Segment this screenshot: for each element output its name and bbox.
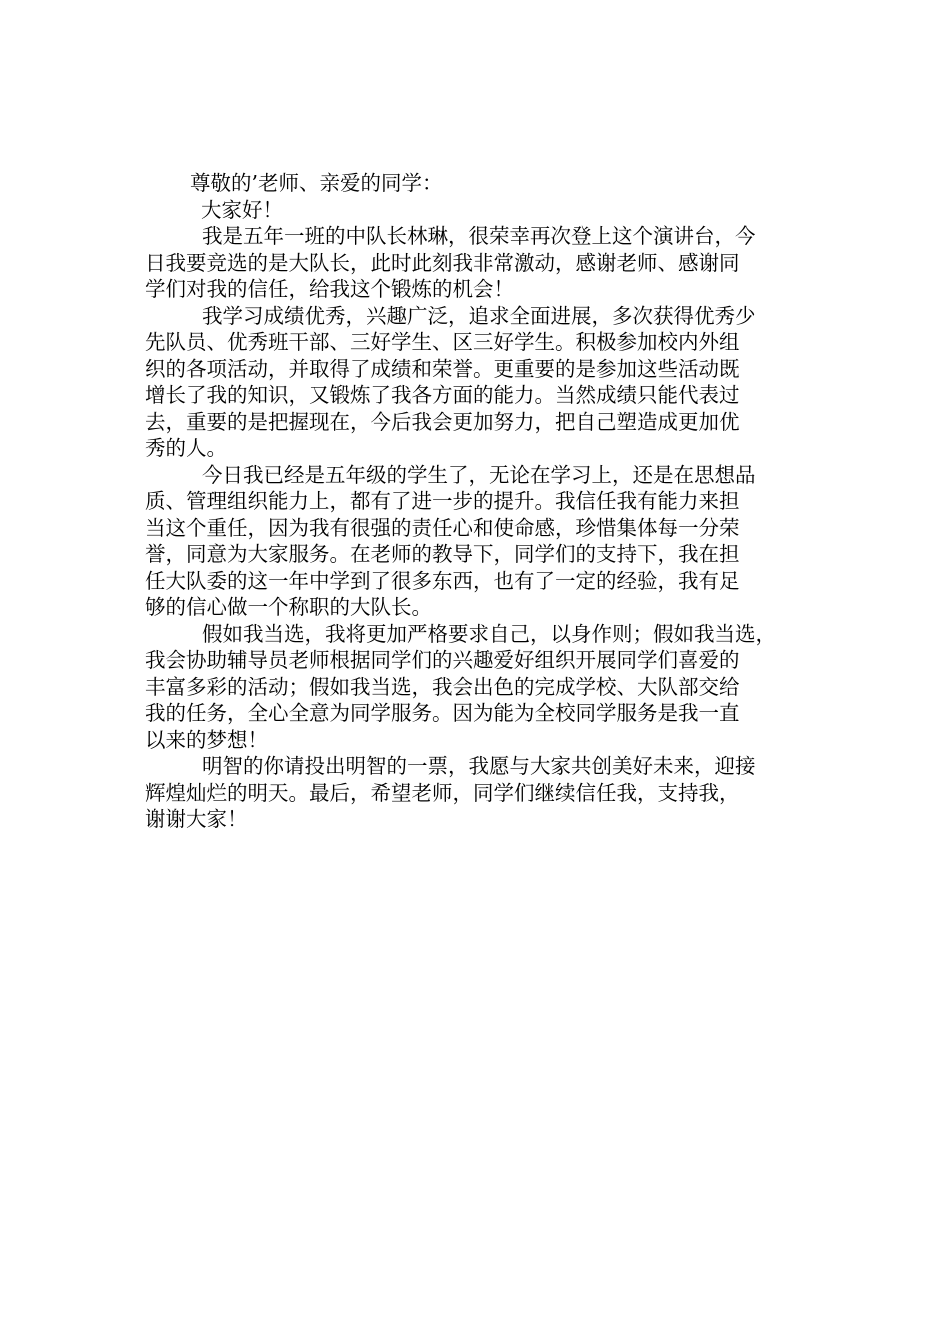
- paragraph-line: 去，重要的是把握现在，今后我会更加努力，把自己塑造成更加优: [145, 409, 740, 434]
- paragraph-line: 先队员、优秀班干部、三好学生、区三好学生。积极参加校内外组: [145, 330, 740, 354]
- paragraph-4: [145, 621, 817, 754]
- paragraph-line: 学们对我的信任，给我这个锻炼的机会！: [145, 277, 514, 301]
- paragraph-line: 明智的你请投出明智的一票，我愿与大家共创美好未来，迎接: [202, 754, 756, 778]
- paragraph-line: 誉，同意为大家服务。在老师的教导下，同学们的支持下，我在担: [145, 542, 740, 566]
- paragraph-line: 我是五年一班的中队长林琳，很荣幸再次登上这个演讲台，今: [202, 224, 756, 248]
- paragraph-line: 今日我已经是五年级的学生了，无论在学习上，还是在思想品: [202, 462, 756, 487]
- salutation: 尊敬的’老师、亲爱的同学：: [190, 171, 443, 195]
- paragraph-line: 我会协助辅导员老师根据同学们的兴趣爱好组织开展同学们喜爱的: [145, 648, 740, 672]
- paragraph-line: 日我要竞选的是大队长，此时此刻我非常激动，感谢老师、感谢同: [145, 250, 740, 275]
- paragraph-line: 够的信心做一个称职的大队长。: [145, 595, 432, 619]
- paragraph-line: 丰富多彩的活动；假如我当选，我会出色的完成学校、大队部交给: [145, 674, 740, 699]
- paragraph-line: 秀的人。: [145, 436, 227, 460]
- paragraph-line: 当这个重任，因为我有很强的责任心和使命感，珍惜集体每一分荣: [145, 515, 740, 540]
- paragraph-line: 我的任务，全心全意为同学服务。因为能为全校同学服务是我一直: [145, 701, 740, 725]
- paragraph-line: 以来的梦想！: [145, 727, 268, 752]
- paragraph-line: 质、管理组织能力上，都有了进一步的提升。我信任我有能力来担: [145, 489, 740, 513]
- speech-text: [145, 170, 817, 833]
- paragraph-line: 假如我当选，我将更加严格要求自己，以身作则；假如我当选，: [202, 621, 776, 646]
- paragraph-line: 辉煌灿烂的明天。最后，希望老师，同学们继续信任我，支持我，: [145, 780, 740, 805]
- paragraph-line: 织的各项活动，并取得了成绩和荣誉。更重要的是参加这些活动既: [145, 356, 740, 381]
- greeting: 大家好！: [201, 197, 283, 222]
- paragraph-line: 增长了我的知识，又锻炼了我各方面的能力。当然成绩只能代表过: [145, 383, 740, 407]
- paragraph-2: [145, 303, 817, 462]
- paragraph-5: [145, 753, 817, 833]
- paragraph-3: [145, 462, 817, 621]
- paragraph-line: 谢谢大家！: [145, 807, 248, 831]
- paragraph-1: [145, 223, 817, 303]
- paragraph-line: 我学习成绩优秀，兴趣广泛，追求全面进展，多次获得优秀少: [202, 303, 756, 328]
- paragraph-line: 任大队委的这一年中学到了很多东西，也有了一定的经验，我有足: [145, 568, 740, 593]
